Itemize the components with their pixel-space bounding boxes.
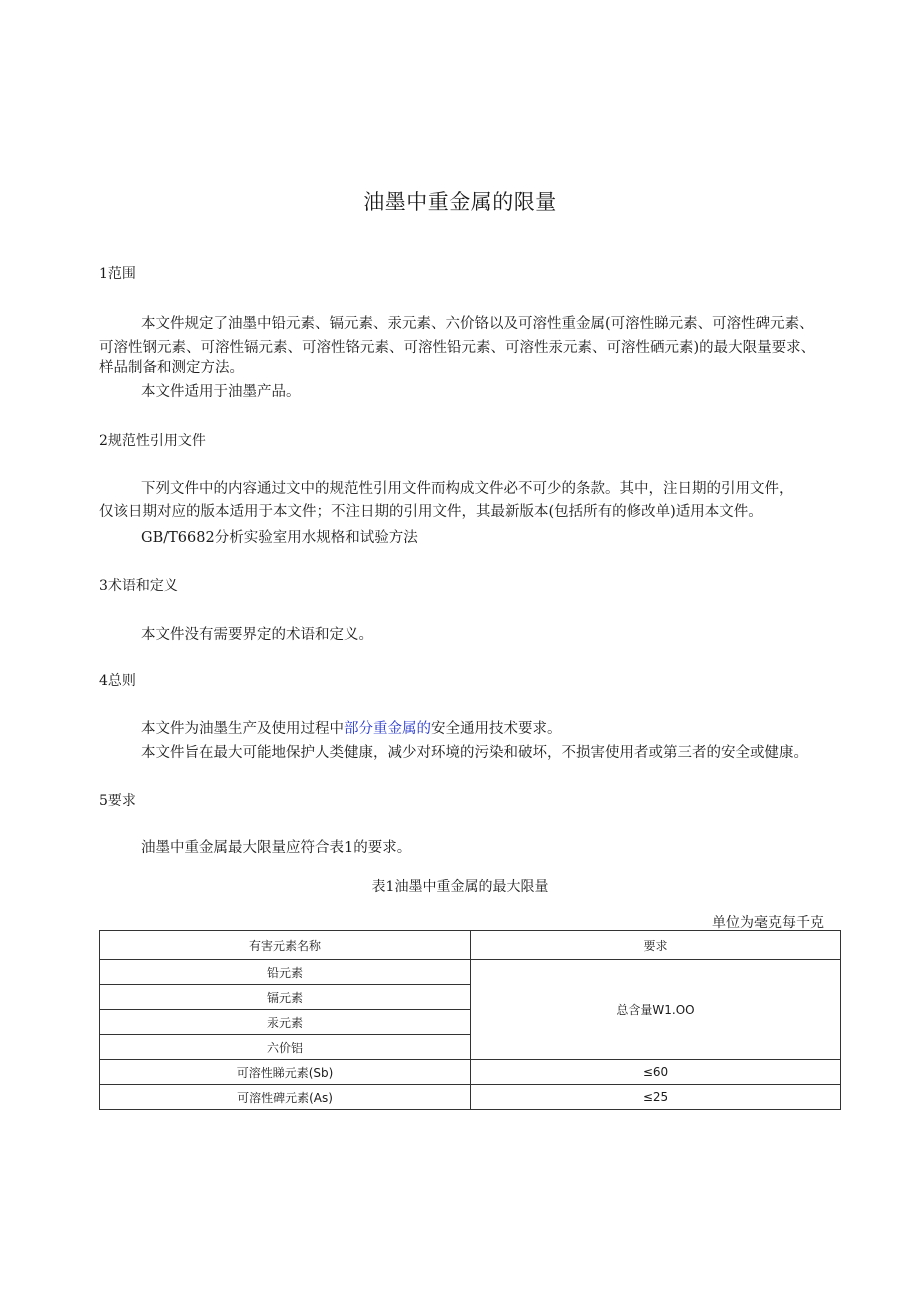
element-cell: 六价铝	[100, 1035, 471, 1060]
section-2-heading: 2规范性引用文件	[99, 433, 206, 449]
element-cell: 铅元素	[100, 960, 471, 985]
section-1-paragraph-line-3: 样品制备和测定方法。	[99, 360, 244, 376]
section-2-paragraph-line-2: 仅该日期对应的版本适用于本文件；不注日期的引用文件，其最新版本(包括所有的修改单)适用本文件。	[99, 504, 763, 520]
section-4-link[interactable]: 部分重金属的	[344, 721, 431, 737]
table-row	[100, 1060, 841, 1085]
group-requirement-cell: 总含量W1.OO	[471, 960, 841, 1060]
section-2-reference: GB/T6682分析实验室用水规格和试验方法	[141, 530, 418, 546]
section-4-heading: 4总则	[99, 673, 136, 689]
document-title: 油墨中重金属的限量	[363, 190, 557, 214]
header-element: 有害元素名称	[100, 931, 471, 960]
element-cell: 镉元素	[100, 985, 471, 1010]
requirement-cell: ≤60	[471, 1060, 841, 1085]
table-unit: 单位为毫克每千克	[712, 915, 824, 931]
section-5-heading: 5要求	[99, 793, 136, 809]
table-row	[100, 960, 841, 985]
section-4-paragraph-2: 本文件旨在最大可能地保护人类健康，减少对环境的污染和破坏，不损害使用者或第三者的安全或健康。	[141, 745, 808, 761]
section-5-paragraph: 油墨中重金属最大限量应符合表1的要求。	[141, 840, 412, 856]
element-cell: 可溶性睇元素(Sb)	[100, 1060, 471, 1085]
section-4-text-pre: 本文件为油墨生产及使用过程中	[141, 721, 344, 737]
section-3-heading: 3术语和定义	[99, 578, 178, 594]
section-1-paragraph-2: 本文件适用于油墨产品。	[141, 384, 301, 400]
section-1-paragraph-line-2: 可溶性钢元素、可溶性镉元素、可溶性铬元素、可溶性铅元素、可溶性汞元素、可溶性硒元素)的最大限量要求、	[99, 340, 816, 356]
table-caption: 表1油墨中重金属的最大限量	[371, 879, 549, 895]
section-2-paragraph-line-1: 下列文件中的内容通过文中的规范性引用文件而构成文件必不可少的条款。其中，注日期的引用文件，	[141, 481, 794, 497]
section-4-text-post: 安全通用技术要求。	[431, 721, 562, 737]
section-1-heading: 1范围	[99, 266, 136, 282]
section-1-paragraph-line-1: 本文件规定了油墨中铅元素、镉元素、汞元素、六价铬以及可溶性重金属(可溶性睇元素、可溶性碑元素、	[141, 316, 814, 332]
table-row	[100, 1085, 841, 1110]
table-header-row	[100, 931, 841, 960]
requirement-cell: ≤25	[471, 1085, 841, 1110]
element-cell: 可溶性碑元素(As)	[100, 1085, 471, 1110]
header-requirement: 要求	[471, 931, 841, 960]
section-4-paragraph-1	[141, 717, 562, 738]
limits-table	[99, 930, 841, 1110]
section-3-paragraph: 本文件没有需要界定的术语和定义。	[141, 627, 373, 643]
element-cell: 汞元素	[100, 1010, 471, 1035]
